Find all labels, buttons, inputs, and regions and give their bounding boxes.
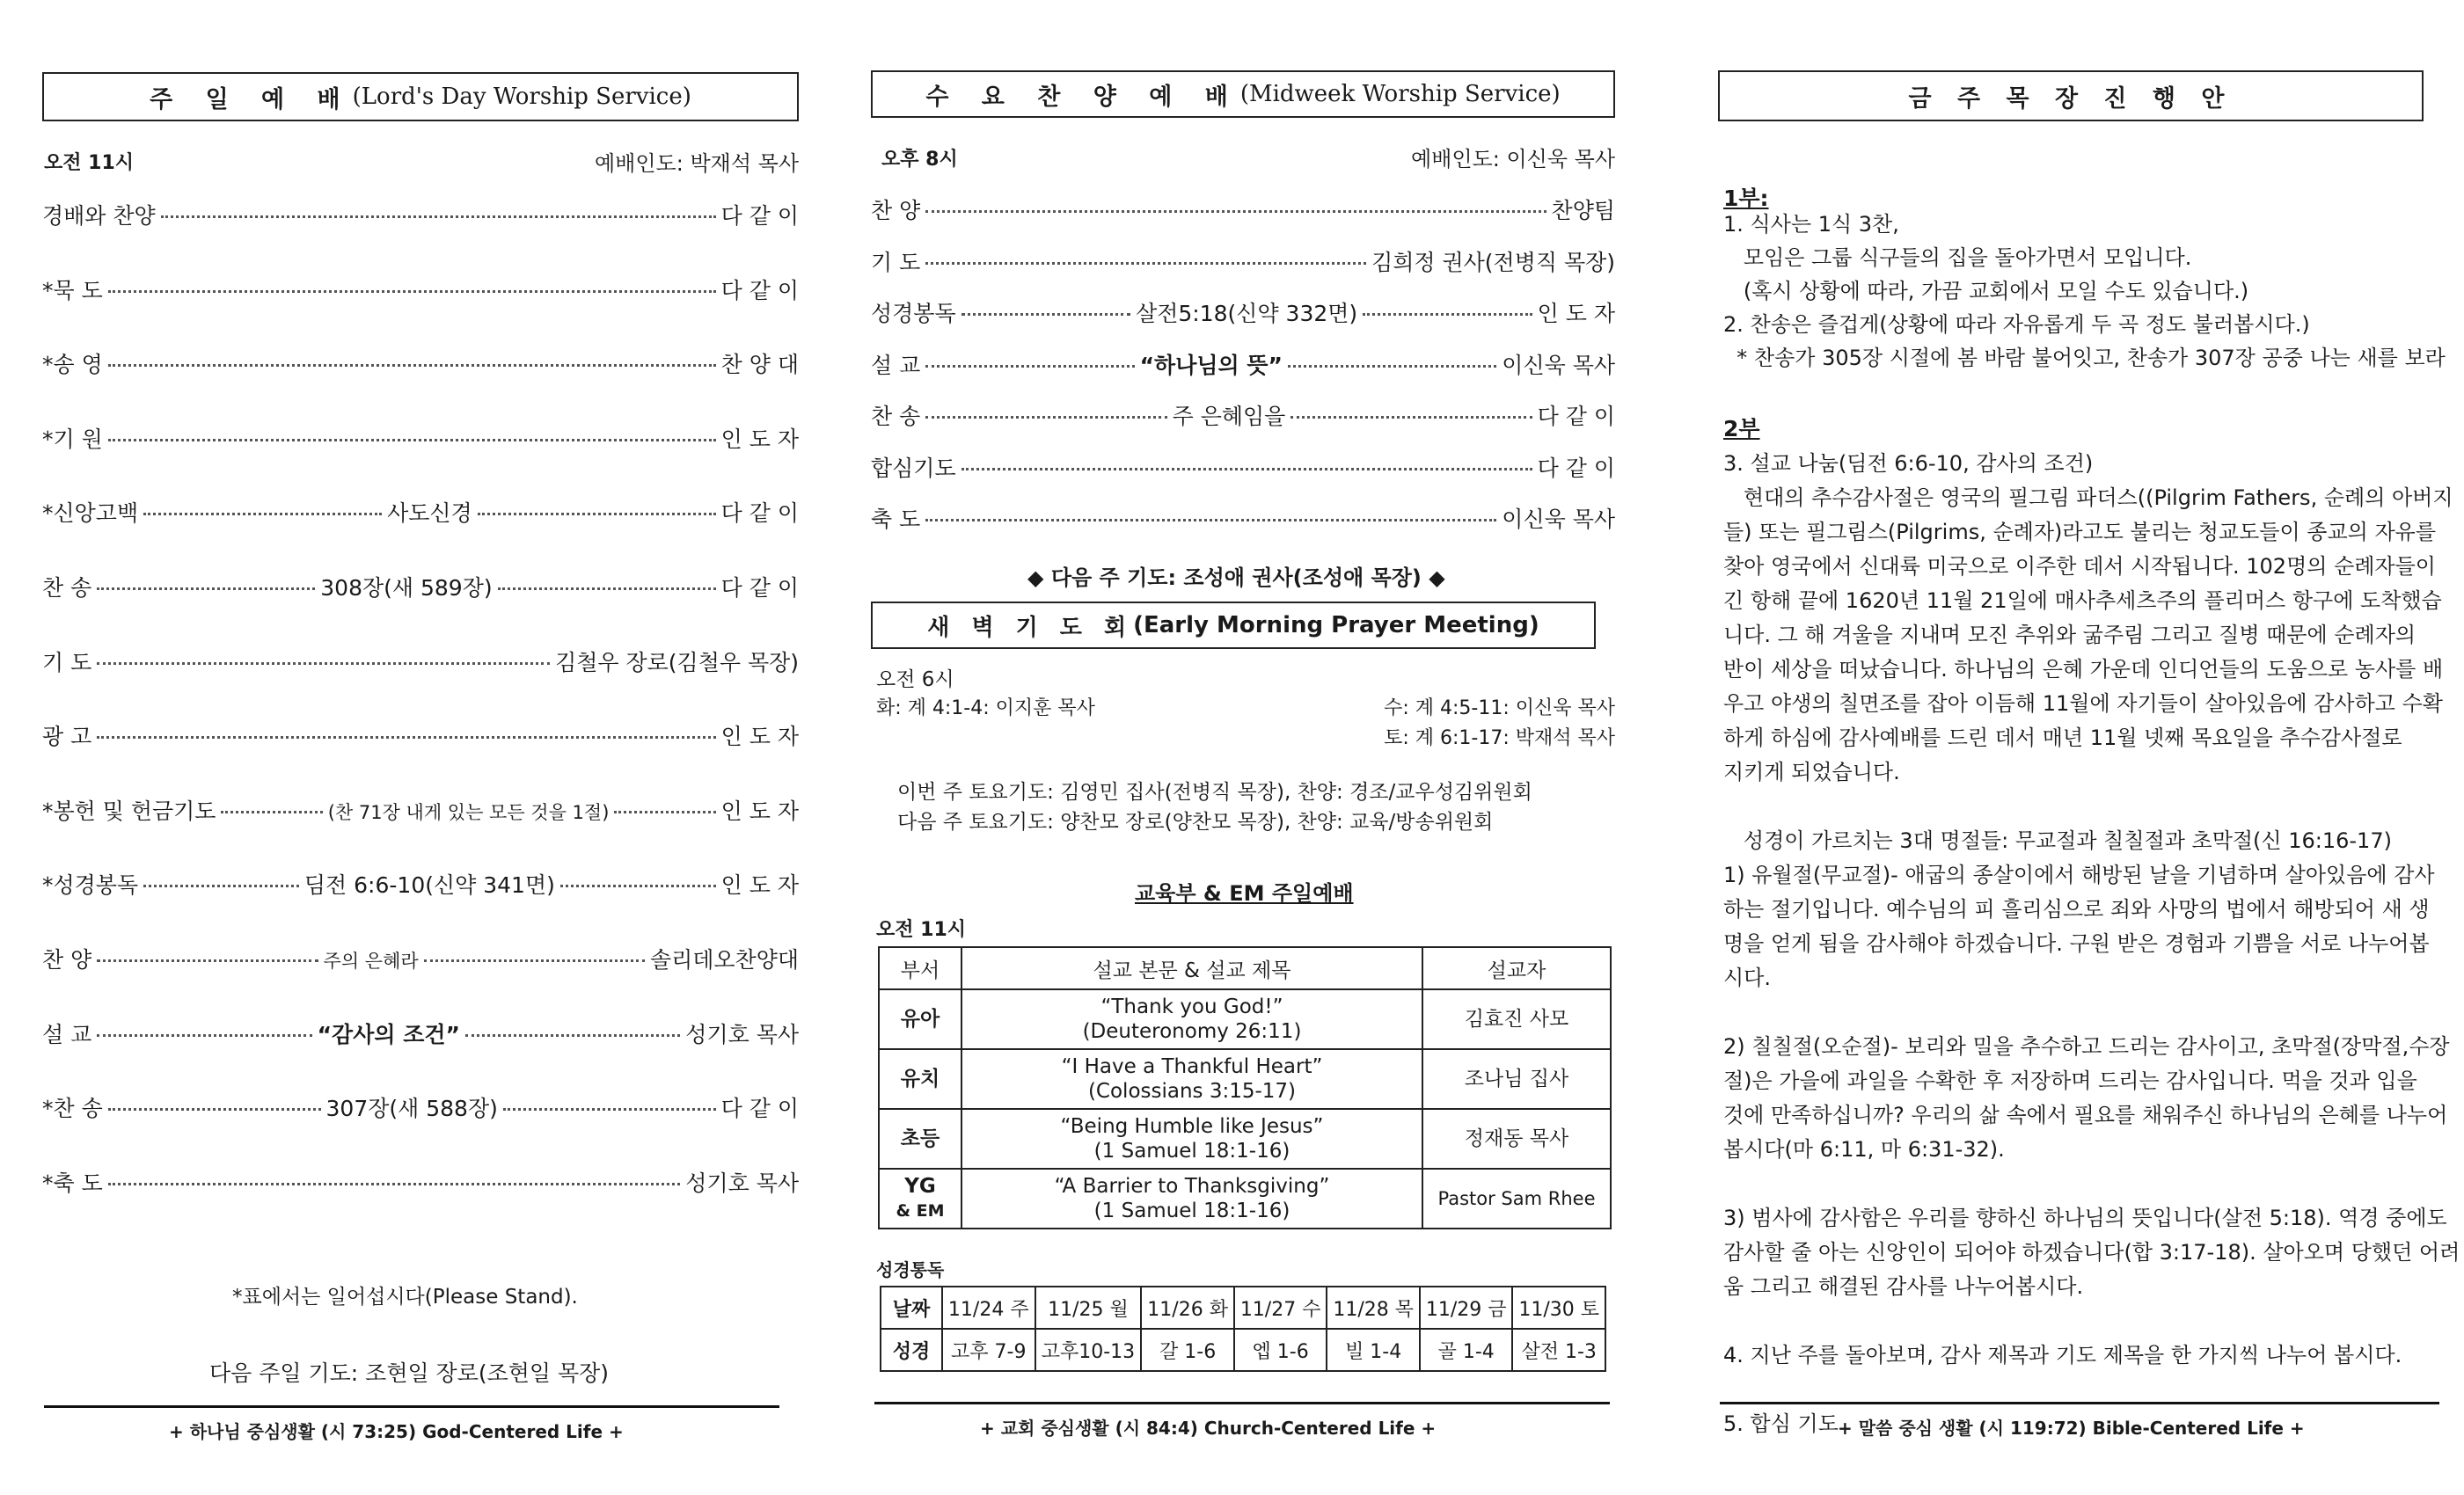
order-item-value: 다 같 이	[1537, 404, 1615, 429]
order-item-value: 다 같 이	[720, 277, 799, 303]
dawn-tuesday: 화: 계 4:1-4: 이지훈 목사	[876, 697, 1095, 719]
order-item	[42, 273, 799, 305]
edu-preacher: Pastor Sam Rhee	[1422, 1169, 1611, 1229]
leader-dots	[143, 885, 299, 887]
order-item-value: 이신욱 목사	[1502, 507, 1615, 532]
edu-table	[878, 946, 1612, 1229]
text-line: 3. 설교 나눔(딤전 6:6-10, 감사의 조건)	[1723, 451, 2094, 476]
order-item-label: 광 고	[42, 724, 92, 750]
order-item	[42, 199, 799, 230]
edu-row	[879, 1169, 1611, 1229]
order-item-label: *송 영	[42, 352, 103, 378]
edu-title: 교육부 & EM 주일예배	[1135, 881, 1354, 906]
edu-header-dept: 부서	[879, 947, 961, 989]
leader-dots	[961, 468, 1532, 470]
text-line: 1) 유월절(무교절)- 애굽의 종살이에서 해방된 날을 기념하며 살아있음에 감사	[1723, 863, 2435, 887]
leader-dots	[161, 215, 716, 218]
dawn-saturday: 토: 계 6:1-17: 박재석 목사	[1384, 727, 1615, 749]
dawn-title-ko: 새 벽 기 도 회	[927, 614, 1134, 641]
edu-time: 오전 11시	[876, 919, 967, 941]
text-line: 2. 찬송은 즐겁게(상황에 따라 자유롭게 두 곡 정도 불러봅시다.)	[1723, 312, 2310, 337]
edu-preacher: 정재동 목사	[1422, 1109, 1611, 1169]
edu-sermon-title: “I Have a Thankful Heart”	[1061, 1055, 1323, 1078]
leader-dots	[424, 959, 645, 962]
leader-dots	[143, 513, 382, 515]
edu-dept: 유치	[879, 1049, 961, 1109]
order-item-label: 찬 송	[42, 575, 92, 601]
lords-day-title-ko: 주 일 예 배	[150, 85, 353, 113]
edu-dept	[879, 1169, 961, 1229]
lords-day-column	[42, 0, 799, 1495]
text-line: 5. 합심 기도	[1723, 1411, 1839, 1436]
text-line: 우고 야생의 칠면조를 잡아 이듬해 11월에 자기들이 살아있음에 감사하고 수확	[1723, 691, 2443, 716]
bible-book-cell: 갈 1-6	[1141, 1329, 1234, 1371]
text-line	[1723, 995, 2460, 1030]
order-item-value: 인 도 자	[720, 798, 800, 824]
text-line	[1723, 1167, 2460, 1201]
order-item-label: *축 도	[42, 1170, 103, 1196]
order-item-value: 인 도 자	[720, 724, 799, 750]
bible-book-row	[881, 1329, 1605, 1371]
edu-dept: 유아	[879, 989, 961, 1049]
order-item-label: 경배와 찬양	[42, 203, 156, 229]
text-line: 것에 만족하십니까? 우리의 삶 속에서 필요를 채워주신 하나님의 은혜를 나누어	[1723, 1103, 2448, 1127]
order-item-label: 합심기도	[871, 455, 956, 481]
bible-date-cell: 11/26 화	[1141, 1287, 1234, 1329]
order-item-value: 다 같 이	[720, 575, 800, 601]
lords-day-time: 오전 11시	[44, 152, 135, 174]
leader-dots	[1363, 313, 1532, 316]
bible-date-cell: 11/30 토	[1512, 1287, 1605, 1329]
leader-dots	[1290, 416, 1532, 419]
order-item-detail: “하나님의 뜻”	[1139, 352, 1283, 378]
leader-dots	[221, 811, 322, 813]
bible-date-cell: 11/24 주	[942, 1287, 1035, 1329]
bible-book-cell: 엡 1-6	[1234, 1329, 1327, 1371]
stand-note: *표에서는 일어섭시다(Please Stand).	[232, 1286, 578, 1309]
order-item	[42, 1091, 799, 1123]
order-item-value: 김철우 장로(김철우 목장)	[555, 649, 799, 675]
midweek-time: 오후 8시	[881, 149, 958, 171]
edu-sermon-title: “Thank you God!”	[1100, 995, 1283, 1018]
order-item-detail: 307장(새 588장)	[325, 1096, 498, 1122]
text-line: 봅시다(마 6:11, 마 6:31-32).	[1723, 1137, 2005, 1162]
order-item-detail: 사도신경	[387, 500, 472, 527]
edu-dept-line1: YG	[904, 1175, 936, 1198]
text-line: 하는 절기입니다. 예수님의 피 흘리심으로 죄와 사망의 법에서 해방되어 새 생	[1723, 897, 2430, 922]
edu-header-preacher: 설교자	[1422, 947, 1611, 989]
col1-footer: + 하나님 중심생활 (시 73:25) God-Centered Life +	[169, 1421, 624, 1442]
text-line: 4. 지난 주를 돌아보며, 감사 제목과 기도 제목을 한 가지씩 나누어 봅시다.	[1723, 1343, 2402, 1367]
edu-row	[879, 989, 1611, 1049]
dawn-title-en: (Early Morning Prayer Meeting)	[1133, 612, 1539, 638]
order-item	[42, 794, 799, 826]
edu-row	[879, 1049, 1611, 1109]
order-item	[42, 868, 799, 900]
text-line: 들) 또는 필그림스(Pilgrims, 순례자)라고도 불리는 청교도들이 종교의 자유를	[1723, 520, 2437, 544]
bible-book-cell: 살전 1-3	[1512, 1329, 1605, 1371]
leader-dots	[925, 416, 1166, 419]
edu-sermon	[961, 1049, 1422, 1109]
bible-book-cell: 빌 1-4	[1327, 1329, 1420, 1371]
leader-dots	[108, 290, 716, 293]
cell-group-title-box	[1718, 70, 2424, 121]
order-item-detail: 주의 은혜라	[323, 951, 419, 972]
text-line: 절)은 가을에 과일을 수확한 후 저장하며 드리는 감사입니다. 먹을 것과 입을	[1723, 1068, 2417, 1093]
midweek-leader: 예배인도: 이신욱 목사	[1411, 147, 1615, 171]
order-item	[42, 347, 799, 379]
text-line: * 찬송가 305장 시절에 봄 바람 불어잇고, 찬송가 307장 공중 나는 새를 보라	[1723, 346, 2446, 370]
order-item	[871, 348, 1615, 380]
part2-body	[1723, 447, 2460, 1441]
edu-dept: 초등	[879, 1109, 961, 1169]
order-item-label: 찬 양	[871, 198, 921, 223]
edu-row	[879, 1109, 1611, 1169]
text-line	[1723, 1304, 2460, 1338]
next-week-prayer: ◆ 다음 주 기도: 조성애 권사(조성애 목장) ◆	[1027, 565, 1445, 590]
lords-day-leader: 예배인도: 박재석 목사	[595, 151, 799, 176]
dawn-prayer-title-box	[871, 602, 1596, 649]
lords-day-title-box	[42, 72, 799, 121]
cell-group-title: 금 주 목 장 진 행 안	[1908, 84, 2234, 113]
order-item	[871, 399, 1615, 431]
leader-dots	[498, 587, 716, 590]
edu-sermon-title: “A Barrier to Thanksgiving”	[1054, 1175, 1330, 1198]
text-line: 찾아 영국에서 신대륙 미국으로 이주한 데서 시작됩니다. 102명의 순례자들이	[1723, 554, 2436, 579]
order-item-value: 성기호 목사	[685, 1021, 799, 1047]
order-item-label: 축 도	[871, 507, 921, 532]
bible-date-cell: 11/28 목	[1327, 1287, 1420, 1329]
leader-dots	[560, 885, 716, 887]
text-line: 모임은 그룹 식구들의 집을 돌아가면서 모입니다.	[1723, 245, 2192, 270]
edu-sermon	[961, 989, 1422, 1049]
this-saturday-prayer: 이번 주 토요기도: 김영민 집사(전병직 목장), 찬양: 경조/교우성김위원회	[897, 781, 1532, 804]
text-line: 명을 얻게 됨을 감사해야 하겠습니다. 구원 받은 경험과 기쁨을 서로 나누어봅	[1723, 931, 2430, 956]
order-item-value: 인 도 자	[720, 872, 799, 899]
text-line: 3) 범사에 감사함은 우리를 향하신 하나님의 뜻입니다(살전 5:18). 역경 중에도	[1723, 1206, 2447, 1230]
order-item-detail: 딤전 6:6-10(신약 341면)	[303, 872, 555, 899]
order-item	[42, 719, 799, 751]
order-item	[42, 1017, 799, 1049]
leader-dots	[925, 365, 1134, 368]
leader-dots	[503, 1108, 716, 1111]
leader-dots	[97, 736, 715, 739]
order-item-label: *성경봉독	[42, 872, 139, 899]
bible-book-cell: 고후10-13	[1035, 1329, 1142, 1371]
order-item	[42, 943, 799, 974]
lords-day-title-en: (Lord's Day Worship Service)	[352, 84, 691, 110]
bible-date-row	[881, 1287, 1605, 1329]
order-item	[42, 1166, 799, 1198]
leader-dots	[925, 262, 1366, 265]
part1-body	[1723, 208, 2446, 375]
col2-footer: + 교회 중심생활 (시 84:4) Church-Centered Life +	[980, 1418, 1437, 1439]
order-item-value: 인 도 자	[1537, 301, 1615, 326]
midweek-title-ko: 수 요 찬 양 예 배	[925, 83, 1240, 111]
order-item-label: 성경봉독	[871, 301, 956, 326]
order-item-detail: 살전5:18(신약 332면)	[1136, 301, 1358, 326]
order-item	[871, 193, 1615, 225]
edu-dept-line2: & EM	[896, 1201, 945, 1221]
order-item-value: 찬 양 대	[720, 352, 799, 378]
text-line: 2) 칠칠절(오순절)- 보리와 밀을 추수하고 드리는 감사이고, 초막절(장막절,수장	[1723, 1034, 2450, 1059]
leader-dots	[478, 513, 716, 515]
order-item	[871, 502, 1615, 534]
text-line: 성경이 가르치는 3대 명절들: 무교절과 칠칠절과 초막절(신 16:16-17)	[1723, 828, 2392, 853]
order-item-label: 기 도	[871, 249, 921, 275]
leader-dots	[97, 959, 318, 962]
order-item-label: 설 교	[871, 352, 921, 378]
order-item-value: 인 도 자	[720, 426, 799, 452]
order-item-value: 솔리데오찬양대	[649, 947, 800, 973]
order-item-detail: 308장(새 589장)	[320, 575, 493, 601]
edu-header-title: 설교 본문 & 설교 제목	[961, 947, 1422, 989]
order-item-detail: “감사의 조건”	[317, 1021, 460, 1047]
text-line	[1723, 790, 2460, 824]
edu-sermon-ref: (Deuteronomy 26:11)	[1082, 1020, 1302, 1043]
leader-dots	[108, 1108, 321, 1111]
text-line: 니다. 그 해 겨울을 지내며 모진 추위와 굶주림 그리고 질병 때문에 순례자의	[1723, 623, 2416, 647]
midweek-title-en: (Midweek Worship Service)	[1239, 81, 1561, 107]
bible-book-header: 성경	[881, 1329, 942, 1371]
order-item	[42, 496, 799, 528]
bible-book-cell: 골 1-4	[1420, 1329, 1513, 1371]
leader-dots	[1288, 365, 1496, 368]
next-saturday-prayer: 다음 주 토요기도: 양찬모 장로(양찬모 목장), 찬양: 교육/방송위원회	[897, 811, 1494, 834]
order-item-label: *찬 송	[42, 1096, 103, 1122]
edu-sermon-ref: (1 Samuel 18:1-16)	[1093, 1140, 1290, 1163]
col3-footer: + 말씀 중심 생활 (시 119:72) Bible-Centered Life +	[1838, 1418, 2305, 1439]
text-line: 반이 세상을 떠났습니다. 하나님의 은혜 가운데 인디언들의 도움으로 농사를 배	[1723, 657, 2444, 682]
leader-dots	[97, 1034, 311, 1037]
edu-preacher: 김효진 사모	[1422, 989, 1611, 1049]
edu-sermon-ref: (Colossians 3:15-17)	[1087, 1080, 1297, 1103]
text-line: 긴 항해 끝에 1620년 11월 21일에 매사추세츠주의 플리머스 항구에 도착했습	[1723, 588, 2442, 613]
order-item-detail: 주 은혜임을	[1172, 404, 1286, 429]
text-line: 하게 하심에 감사예배를 드린 데서 매년 11월 넷째 목요일을 추수감사절로	[1723, 726, 2402, 750]
text-line: (혹시 상황에 따라, 가끔 교회에서 모일 수도 있습니다.)	[1723, 279, 2249, 303]
order-item	[42, 571, 799, 602]
order-item-label: *신앙고백	[42, 500, 139, 527]
order-item-label: *묵 도	[42, 277, 103, 303]
order-item-value: 다 같 이	[720, 500, 800, 527]
dawn-wednesday: 수: 계 4:5-11: 이신욱 목사	[1384, 697, 1615, 719]
order-item-value: 다 같 이	[720, 203, 799, 229]
footer-divider	[44, 1405, 779, 1408]
order-item-value: 찬양팀	[1551, 198, 1615, 223]
leader-dots	[108, 439, 716, 441]
leader-dots	[614, 811, 715, 813]
dawn-time: 오전 6시	[876, 668, 954, 691]
leader-dots	[465, 1034, 680, 1037]
order-item-label: 기 도	[42, 649, 92, 675]
leader-dots	[108, 1183, 681, 1185]
text-line: 시다.	[1723, 966, 1771, 990]
order-item-detail: (찬 71장 내게 있는 모든 것을 1절)	[327, 801, 610, 823]
cell-group-column	[1718, 0, 2460, 1495]
leader-dots	[961, 313, 1130, 316]
bible-date-cell: 11/25 월	[1035, 1287, 1142, 1329]
order-item-label: *기 원	[42, 426, 103, 452]
order-item-label: 찬 양	[42, 947, 92, 973]
order-item	[42, 422, 799, 454]
edu-sermon	[961, 1109, 1422, 1169]
order-item-label: 찬 송	[871, 404, 921, 429]
bible-reading-table	[880, 1286, 1606, 1372]
leader-dots	[925, 519, 1496, 521]
part1-heading: 1부:	[1723, 186, 1769, 211]
leader-dots	[97, 587, 315, 590]
footer-divider	[874, 1402, 1610, 1404]
order-item-label: 설 교	[42, 1021, 92, 1047]
order-item	[871, 296, 1615, 328]
text-line: 현대의 추수감사절은 영국의 필그림 파더스((Pilgrim Fathers, 순례의 아버지	[1723, 485, 2453, 510]
order-item	[871, 451, 1615, 483]
text-line: 지키게 되었습니다.	[1723, 760, 1900, 784]
order-item	[871, 245, 1615, 277]
midweek-title-box	[871, 70, 1615, 118]
leader-dots	[925, 210, 1546, 213]
bible-book-cell: 고후 7-9	[942, 1329, 1035, 1371]
text-line: 감사할 줄 아는 신앙인이 되어야 하겠습니다(합 3:17-18). 살아오며 당했던 어려	[1723, 1240, 2460, 1265]
edu-header-row	[879, 947, 1611, 989]
order-item-value: 김희정 권사(전병직 목장)	[1371, 249, 1615, 275]
order-item-value: 성기호 목사	[685, 1170, 799, 1196]
order-item-value: 다 같 이	[1537, 455, 1615, 481]
next-sunday-prayer: 다음 주일 기도: 조현일 장로(조현일 목장)	[209, 1360, 610, 1386]
order-item-label: *봉헌 및 헌금기도	[42, 798, 216, 824]
order-item-value: 다 같 이	[720, 1096, 800, 1122]
bible-date-header: 날짜	[881, 1287, 942, 1329]
bible-date-cell: 11/29 금	[1420, 1287, 1513, 1329]
edu-sermon-ref: (1 Samuel 18:1-16)	[1093, 1200, 1290, 1222]
order-item	[42, 645, 799, 677]
bible-reading-label: 성경통독	[876, 1259, 945, 1280]
order-item-value: 이신욱 목사	[1502, 352, 1615, 378]
edu-preacher: 조나님 집사	[1422, 1049, 1611, 1109]
edu-sermon	[961, 1169, 1422, 1229]
midweek-column	[871, 0, 1615, 1495]
leader-dots	[97, 662, 550, 665]
text-line: 움 그리고 해결된 감사를 나누어봅시다.	[1723, 1274, 2084, 1299]
text-line: 1. 식사는 1식 3찬,	[1723, 212, 1899, 237]
part2-heading: 2부	[1723, 416, 1760, 441]
footer-divider	[1720, 1402, 2439, 1404]
leader-dots	[108, 364, 716, 367]
edu-sermon-title: “Being Humble like Jesus”	[1060, 1115, 1324, 1138]
bible-date-cell: 11/27 수	[1234, 1287, 1327, 1329]
